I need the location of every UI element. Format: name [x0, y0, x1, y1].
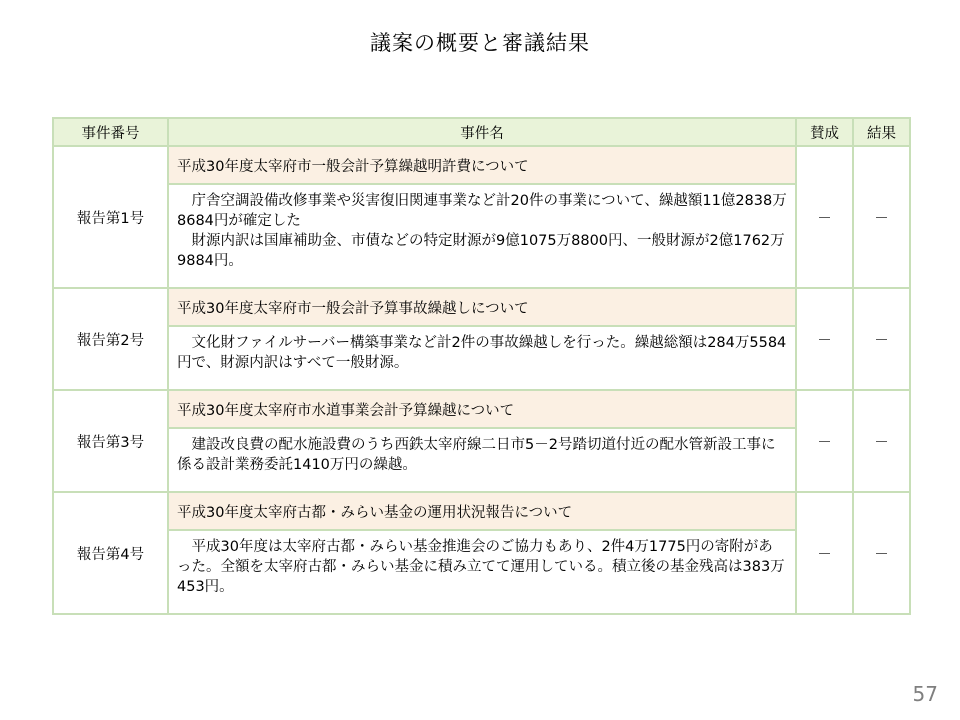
table-header-row [53, 118, 910, 146]
case-number: 報告第2号 [53, 288, 168, 390]
case-result: － [853, 288, 910, 390]
table-row [53, 492, 910, 530]
case-detail [168, 530, 796, 614]
table-row-detail [53, 428, 910, 492]
table-row [53, 288, 910, 326]
case-detail-paragraph: 平成30年度は太宰府古都・みらい基金推進会のご協力もあり、2件4万1775円の寄附があった。全額を太宰府古都・みらい基金に積み立てて運用している。積立後の基金残高は383万453円。 [177, 539, 785, 595]
case-title: 平成30年度太宰府市水道事業会計予算繰越について [168, 390, 796, 428]
case-result: － [853, 492, 910, 614]
case-title: 平成30年度太宰府市一般会計予算事故繰越しについて [168, 288, 796, 326]
table-row [53, 390, 910, 428]
table-row-detail [53, 184, 910, 288]
table-row-detail [53, 326, 910, 390]
case-number: 報告第3号 [53, 390, 168, 492]
page-number: 57 [912, 682, 938, 706]
case-vote: － [796, 390, 853, 492]
case-vote: － [796, 146, 853, 288]
table-row [53, 146, 910, 184]
case-detail-paragraph: 建設改良費の配水施設費のうち西鉄太宰府線二日市5－2号踏切道付近の配水管新設工事に係る設計業務委託1410万円の繰越。 [177, 437, 776, 473]
case-detail [168, 326, 796, 390]
case-title: 平成30年度太宰府市一般会計予算繰越明許費について [168, 146, 796, 184]
case-title: 平成30年度太宰府古都・みらい基金の運用状況報告について [168, 492, 796, 530]
case-number: 報告第4号 [53, 492, 168, 614]
header-case-number: 事件番号 [53, 118, 168, 146]
case-vote: － [796, 492, 853, 614]
header-case-name: 事件名 [168, 118, 796, 146]
case-number: 報告第1号 [53, 146, 168, 288]
case-detail-paragraph: 庁舎空調設備改修事業や災害復旧関連事業など計20件の事業について、繰越額11億2838万8684円が確定した [177, 193, 787, 229]
agenda-table [52, 117, 911, 615]
header-vote: 賛成 [796, 118, 853, 146]
case-detail [168, 428, 796, 492]
table-row-detail [53, 530, 910, 614]
case-detail [168, 184, 796, 288]
case-result: － [853, 390, 910, 492]
case-detail-paragraph: 文化財ファイルサーバー構築事業など計2件の事故繰越しを行った。繰越総額は284万5584円で、財源内訳はすべて一般財源。 [177, 335, 787, 371]
case-detail-paragraph: 財源内訳は国庫補助金、市債などの特定財源が9億1075万8800円、一般財源が2億1762万9884円。 [177, 233, 785, 269]
page-title: 議案の概要と審議結果 [370, 31, 590, 55]
case-vote: － [796, 288, 853, 390]
header-result: 結果 [853, 118, 910, 146]
case-result: － [853, 146, 910, 288]
